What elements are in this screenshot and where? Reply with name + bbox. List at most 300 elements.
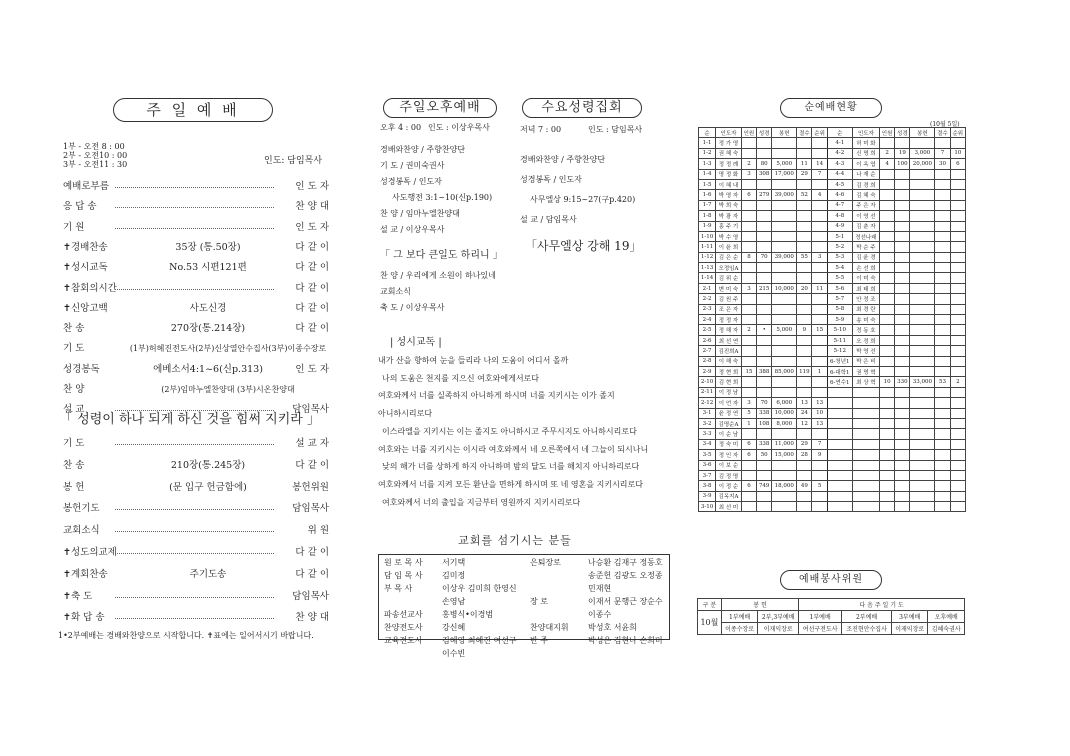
attendance-row xyxy=(699,356,966,366)
attendance-cell xyxy=(950,179,965,189)
svc-head-prayer: 다 음 주 일 기 도 xyxy=(799,599,965,611)
attendance-cell xyxy=(741,356,756,366)
leader-dots xyxy=(115,187,274,188)
attendance-cell xyxy=(879,429,894,439)
attendance-cell xyxy=(757,377,772,387)
attendance-cell xyxy=(772,200,797,210)
attendance-cell xyxy=(797,491,812,501)
attendance-cell xyxy=(879,387,894,397)
attendance-cell: 2-12 xyxy=(699,398,716,408)
attendance-cell: 279 xyxy=(757,190,772,200)
attendance-cell xyxy=(935,231,950,241)
attendance-cell xyxy=(812,335,827,345)
attendance-row xyxy=(699,138,966,148)
attendance-cell: 최 경 란 xyxy=(852,304,879,314)
wed-presider: 인도 : 담임목사 xyxy=(588,125,643,134)
attendance-cell: 80 xyxy=(757,159,772,169)
staff-row xyxy=(527,608,666,621)
attendance-header: 결수 xyxy=(935,128,950,138)
order-row xyxy=(63,481,329,495)
attendance-title: 순예배현황 xyxy=(780,98,882,118)
staff-role: 원 로 목 사 xyxy=(384,558,423,567)
attendance-cell xyxy=(910,366,935,376)
attendance-cell xyxy=(879,356,894,366)
attendance-cell: 119 xyxy=(797,366,812,376)
attendance-cell xyxy=(879,200,894,210)
attendance-cell: 2-4 xyxy=(699,315,716,325)
staff-names: 김혜영 최혜진 여선구 xyxy=(442,636,517,645)
attendance-cell: 6 xyxy=(741,439,756,449)
attendance-cell xyxy=(950,325,965,335)
attendance-cell: 박 희 숙 xyxy=(716,200,742,210)
attendance-cell: 박 은 비 xyxy=(852,356,879,366)
attendance-cell: 29 xyxy=(797,439,812,449)
attendance-cell xyxy=(895,221,910,231)
staff-role: 부 목 사 xyxy=(384,584,413,593)
attendance-cell xyxy=(852,398,879,408)
attendance-header: 성경 xyxy=(895,128,910,138)
attendance-cell xyxy=(827,502,852,512)
attendance-cell xyxy=(797,211,812,221)
attendance-cell: 명 정 화 xyxy=(716,169,742,179)
attendance-row xyxy=(699,481,966,491)
attendance-cell: 15 xyxy=(741,366,756,376)
attendance-row xyxy=(699,231,966,241)
attendance-cell: 6 xyxy=(741,450,756,460)
attendance-row xyxy=(699,159,966,169)
attendance-cell: 4-3 xyxy=(827,159,852,169)
attendance-cell xyxy=(772,491,797,501)
attendance-cell: 9 xyxy=(797,325,812,335)
attendance-cell xyxy=(757,304,772,314)
attendance-cell: 허 미 화 xyxy=(852,138,879,148)
attendance-cell xyxy=(797,387,812,397)
attendance-cell: 정 숙 미 xyxy=(716,439,742,449)
order-leader: 위 원 xyxy=(307,525,329,537)
attendance-cell xyxy=(935,502,950,512)
attendance-cell: 10 xyxy=(879,377,894,387)
attendance-cell: 330 xyxy=(895,377,910,387)
attendance-cell xyxy=(950,273,965,283)
attendance-cell xyxy=(852,491,879,501)
order-row xyxy=(63,302,329,316)
staff-names: 박성은 김현나 손희미 xyxy=(588,636,663,645)
afternoon-item: 성경봉독 / 인도자 xyxy=(380,177,442,186)
attendance-cell xyxy=(950,356,965,366)
attendance-cell xyxy=(757,179,772,189)
attendance-cell: 정 현 희 xyxy=(716,366,742,376)
attendance-cell: 2-11 xyxy=(699,387,716,397)
attendance-cell xyxy=(812,221,827,231)
attendance-cell xyxy=(772,148,797,158)
order-leader: 다 같 이 xyxy=(295,323,329,335)
attendance-row xyxy=(699,366,966,376)
attendance-cell: 손 선 희 xyxy=(852,263,879,273)
attendance-cell xyxy=(757,231,772,241)
attendance-cell: 6 xyxy=(950,159,965,169)
attendance-cell xyxy=(935,200,950,210)
attendance-cell xyxy=(935,211,950,221)
attendance-cell: 나 재 순 xyxy=(852,169,879,179)
attendance-cell: 김 은 순 xyxy=(716,252,742,262)
attendance-cell xyxy=(741,179,756,189)
attendance-cell xyxy=(910,346,935,356)
attendance-cell xyxy=(879,242,894,252)
leader-dots xyxy=(115,444,274,445)
attendance-cell xyxy=(910,138,935,148)
staff-role: 교육전도사 xyxy=(384,636,423,645)
attendance-cell: 13 xyxy=(797,398,812,408)
order-label: 기 도 xyxy=(63,343,85,355)
order-detail: (문 입구 헌금함에) xyxy=(169,481,247,493)
attendance-cell xyxy=(772,231,797,241)
staff-row xyxy=(527,595,666,608)
order-leader: 찬 양 대 xyxy=(295,612,329,624)
staff-names: 손영남 xyxy=(442,597,466,606)
attendance-cell xyxy=(757,211,772,221)
attendance-cell: 85,000 xyxy=(772,366,797,376)
attendance-cell xyxy=(895,460,910,470)
attendance-cell xyxy=(879,460,894,470)
order-label: 봉헌기도 xyxy=(63,503,100,515)
attendance-cell: 이 정 남 xyxy=(716,387,742,397)
attendance-cell xyxy=(895,273,910,283)
attendance-cell: 2-5 xyxy=(699,325,716,335)
attendance-cell: 5,000 xyxy=(772,325,797,335)
attendance-cell xyxy=(950,439,965,449)
attendance-cell xyxy=(910,481,935,491)
attendance-cell: 김 춘 자 xyxy=(852,221,879,231)
attendance-header: 봉헌 xyxy=(910,128,935,138)
staff-names: 이상우 김미희 한영신 xyxy=(442,584,517,593)
attendance-cell: 4-7 xyxy=(827,200,852,210)
order-leader: 인 도 자 xyxy=(295,221,329,233)
attendance-cell: 9 xyxy=(812,450,827,460)
attendance-cell: 33,000 xyxy=(910,377,935,387)
worship-times xyxy=(63,142,127,169)
order-leader: 담임목사 xyxy=(292,590,329,602)
order-label: 설 교 xyxy=(63,404,85,416)
attendance-cell xyxy=(910,283,935,293)
attendance-cell xyxy=(741,315,756,325)
attendance-cell: 이 순 남 xyxy=(716,429,742,439)
attendance-cell: 70 xyxy=(757,398,772,408)
attendance-cell xyxy=(895,356,910,366)
attendance-cell: 6-대학1 xyxy=(827,366,852,376)
attendance-cell: 김옥지A xyxy=(716,491,742,501)
attendance-cell xyxy=(757,356,772,366)
order-label: 기 도 xyxy=(63,438,85,449)
attendance-cell: 박 광 자 xyxy=(716,211,742,221)
attendance-cell: 5-1 xyxy=(827,231,852,241)
attendance-row xyxy=(699,450,966,460)
attendance-cell xyxy=(772,356,797,366)
attendance-row xyxy=(699,221,966,231)
attendance-cell: 김진희A xyxy=(716,346,742,356)
afternoon-item: 설 교 / 이상우목사 xyxy=(380,225,445,234)
attendance-cell: 3-6 xyxy=(699,460,716,470)
attendance-row xyxy=(699,335,966,345)
order-leader: 담임목사 xyxy=(292,404,329,416)
attendance-cell xyxy=(935,283,950,293)
attendance-cell: 오정임A xyxy=(716,263,742,273)
attendance-cell xyxy=(935,408,950,418)
attendance-cell: 이 영 선 xyxy=(852,211,879,221)
attendance-header: 인원 xyxy=(741,128,756,138)
attendance-cell xyxy=(950,211,965,221)
staff-names: 나승환 김재구 정동호 xyxy=(588,558,663,567)
attendance-cell xyxy=(797,502,812,512)
attendance-cell xyxy=(950,491,965,501)
attendance-cell xyxy=(935,325,950,335)
attendance-cell xyxy=(772,221,797,231)
attendance-cell: 3-1 xyxy=(699,408,716,418)
staff-names: 서기택 xyxy=(442,558,466,567)
attendance-cell: 14 xyxy=(812,159,827,169)
attendance-cell xyxy=(950,387,965,397)
attendance-cell xyxy=(910,263,935,273)
attendance-cell: 변 미 숙 xyxy=(716,283,742,293)
order-row xyxy=(63,383,329,397)
attendance-cell xyxy=(827,398,852,408)
attendance-cell: 5 xyxy=(741,408,756,418)
attendance-cell xyxy=(772,179,797,189)
attendance-cell xyxy=(797,148,812,158)
attendance-cell: 15,000 xyxy=(772,450,797,460)
attendance-cell: 6 xyxy=(741,481,756,491)
attendance-cell xyxy=(879,294,894,304)
attendance-cell xyxy=(812,200,827,210)
order-row xyxy=(63,180,329,194)
order-label: ✝신앙고백 xyxy=(63,302,108,314)
staff-names: 강신혜 xyxy=(442,623,466,632)
attendance-cell xyxy=(757,491,772,501)
attendance-cell: 2-2 xyxy=(699,294,716,304)
attendance-cell: 2-1 xyxy=(699,283,716,293)
attendance-cell: 박 순 주 xyxy=(852,242,879,252)
attendance-cell xyxy=(879,221,894,231)
attendance-cell: 1-7 xyxy=(699,200,716,210)
attendance-cell: 55 xyxy=(797,252,812,262)
attendance-cell xyxy=(935,263,950,273)
attendance-cell xyxy=(741,200,756,210)
order-row xyxy=(63,282,329,296)
attendance-cell xyxy=(935,242,950,252)
svc-sub: 1부예배 xyxy=(721,611,757,623)
attendance-cell: 1-14 xyxy=(699,273,716,283)
attendance-cell xyxy=(950,470,965,480)
attendance-cell xyxy=(879,366,894,376)
attendance-cell xyxy=(910,470,935,480)
attendance-cell: 박 영 자 xyxy=(716,190,742,200)
attendance-cell xyxy=(812,491,827,501)
attendance-cell: 이 옥 엽 xyxy=(852,159,879,169)
attendance-cell: 5-8 xyxy=(827,304,852,314)
attendance-cell xyxy=(935,356,950,366)
attendance-cell: 1-9 xyxy=(699,221,716,231)
svc-sub: 3부예배 xyxy=(891,611,927,623)
attendance-cell xyxy=(910,179,935,189)
attendance-cell xyxy=(757,138,772,148)
attendance-cell: 권 혜 숙 xyxy=(716,148,742,158)
order-row xyxy=(63,611,329,625)
attendance-cell xyxy=(852,470,879,480)
leader-dots xyxy=(115,618,274,619)
attendance-cell: 53 xyxy=(935,377,950,387)
attendance-cell xyxy=(852,460,879,470)
attendance-cell xyxy=(757,502,772,512)
order-label: 기 원 xyxy=(63,221,85,233)
attendance-cell xyxy=(910,252,935,262)
attendance-cell: 홍 주 기 xyxy=(716,221,742,231)
order-row xyxy=(63,261,329,275)
attendance-cell: 13 xyxy=(812,418,827,428)
attendance-cell: 정 정 례 xyxy=(716,159,742,169)
attendance-cell xyxy=(757,263,772,273)
reading-line: 여호와는 너를 지키시는 이시라 여호와께서 네 오른쪽에서 네 그늘이 되시나니 xyxy=(378,444,649,454)
attendance-cell: 2-10 xyxy=(699,377,716,387)
svc-sub: 2부예배 xyxy=(842,611,892,623)
attendance-cell xyxy=(879,138,894,148)
attendance-cell xyxy=(812,387,827,397)
attendance-cell xyxy=(797,315,812,325)
staff-role xyxy=(381,647,439,660)
svc-val: 이재익장로 xyxy=(891,623,927,635)
attendance-cell xyxy=(852,387,879,397)
attendance-cell: 3 xyxy=(741,169,756,179)
attendance-header: 봉헌 xyxy=(772,128,797,138)
attendance-cell: 5-9 xyxy=(827,315,852,325)
staff-role: 담 임 목 사 xyxy=(384,571,423,580)
staff-names: 송준헌 김광도 오정종 xyxy=(588,571,663,580)
attendance-cell xyxy=(757,221,772,231)
attendance-cell: 5,000 xyxy=(772,159,797,169)
wednesday-meeting-title: 수요성령집회 xyxy=(522,98,642,118)
attendance-cell xyxy=(950,169,965,179)
attendance-cell: 3,000 xyxy=(910,148,935,158)
attendance-cell xyxy=(741,460,756,470)
afternoon-items xyxy=(380,142,492,238)
order-row xyxy=(63,437,329,451)
attendance-cell xyxy=(812,460,827,470)
attendance-row xyxy=(699,408,966,418)
attendance-cell xyxy=(910,335,935,345)
order-row xyxy=(63,241,329,255)
order-leader: 인 도 자 xyxy=(295,363,329,375)
attendance-cell: 5-6 xyxy=(827,283,852,293)
order-leader: 봉헌위원 xyxy=(292,481,329,493)
reading-line: 여호와께서 너의 출입을 지금부터 영원까지 지키시리로다 xyxy=(382,497,581,507)
svc-val: 김혜숙권사 xyxy=(928,623,965,635)
attendance-cell xyxy=(950,138,965,148)
attendance-cell: 이 미 숙 xyxy=(852,273,879,283)
attendance-cell: 17,000 xyxy=(772,169,797,179)
attendance-cell: 749 xyxy=(757,481,772,491)
attendance-cell: 215 xyxy=(757,283,772,293)
attendance-cell xyxy=(772,304,797,314)
order-detail: 35장 (통.50장) xyxy=(175,241,241,253)
attendance-cell: 5-5 xyxy=(827,273,852,283)
attendance-cell xyxy=(812,294,827,304)
attendance-cell xyxy=(797,356,812,366)
attendance-cell xyxy=(797,179,812,189)
staff-row xyxy=(527,621,666,634)
attendance-cell xyxy=(812,179,827,189)
attendance-header: 인도자 xyxy=(716,128,742,138)
staff-row xyxy=(381,621,520,634)
staff-box xyxy=(378,554,670,658)
service-table xyxy=(697,598,965,635)
attendance-cell: 100 xyxy=(895,159,910,169)
leader-dots xyxy=(115,207,274,208)
time-3: 3부 - 오전11 : 30 xyxy=(63,160,128,169)
attendance-cell xyxy=(772,315,797,325)
attendance-cell xyxy=(950,346,965,356)
attendance-cell xyxy=(741,502,756,512)
order-label: ✝참회의시간 xyxy=(63,282,117,294)
attendance-cell xyxy=(827,460,852,470)
attendance-cell: 송 미 숙 xyxy=(852,315,879,325)
attendance-cell: 3-3 xyxy=(699,429,716,439)
attendance-cell: • xyxy=(757,325,772,335)
attendance-cell: 15 xyxy=(812,325,827,335)
attendance-cell: 1-5 xyxy=(699,179,716,189)
staff-names: 민재현 xyxy=(588,584,612,593)
attendance-cell xyxy=(797,273,812,283)
staff-role: 장 로 xyxy=(530,597,548,606)
attendance-cell: 권 명 혁 xyxy=(852,366,879,376)
attendance-cell: 3-7 xyxy=(699,470,716,480)
attendance-cell xyxy=(935,294,950,304)
staff-row xyxy=(381,556,520,569)
attendance-cell xyxy=(879,211,894,221)
attendance-cell xyxy=(910,231,935,241)
attendance-row xyxy=(699,242,966,252)
attendance-cell xyxy=(852,429,879,439)
attendance-cell: 이 윤 희 xyxy=(716,242,742,252)
attendance-cell xyxy=(852,418,879,428)
attendance-cell xyxy=(895,200,910,210)
attendance-cell xyxy=(879,283,894,293)
attendance-header: 인원 xyxy=(879,128,894,138)
attendance-cell: 4 xyxy=(812,190,827,200)
attendance-cell xyxy=(812,263,827,273)
attendance-cell: 2 xyxy=(879,148,894,158)
attendance-cell xyxy=(852,502,879,512)
reading-line: 내가 산을 향하여 눈을 들리라 나의 도움이 어디서 올까 xyxy=(378,356,569,365)
sermon-title: 「 성령이 하나 되게 하신 것을 힘써 지키라 」 xyxy=(60,412,320,427)
attendance-cell xyxy=(827,491,852,501)
attendance-cell: 49 xyxy=(797,481,812,491)
attendance-cell xyxy=(910,190,935,200)
attendance-cell: 3-10 xyxy=(699,502,716,512)
attendance-cell xyxy=(772,460,797,470)
wed-time: 저녁 7 : 00 xyxy=(520,125,562,134)
attendance-cell: 2 xyxy=(950,377,965,387)
attendance-cell xyxy=(797,429,812,439)
attendance-cell xyxy=(950,481,965,491)
reading-line: 여호와께서 너를 지켜 모든 환난을 면하게 하시며 또 네 영혼을 지키시리로다 xyxy=(378,479,643,489)
order-leader: 다 같 이 xyxy=(295,282,329,294)
reading-line: 아니하시리로다 xyxy=(378,409,433,419)
attendance-cell: 8,000 xyxy=(772,418,797,428)
staff-role xyxy=(381,595,439,608)
attendance-row xyxy=(699,169,966,179)
attendance-cell xyxy=(950,408,965,418)
attendance-row xyxy=(699,315,966,325)
attendance-cell xyxy=(895,491,910,501)
attendance-cell: 11,000 xyxy=(772,439,797,449)
